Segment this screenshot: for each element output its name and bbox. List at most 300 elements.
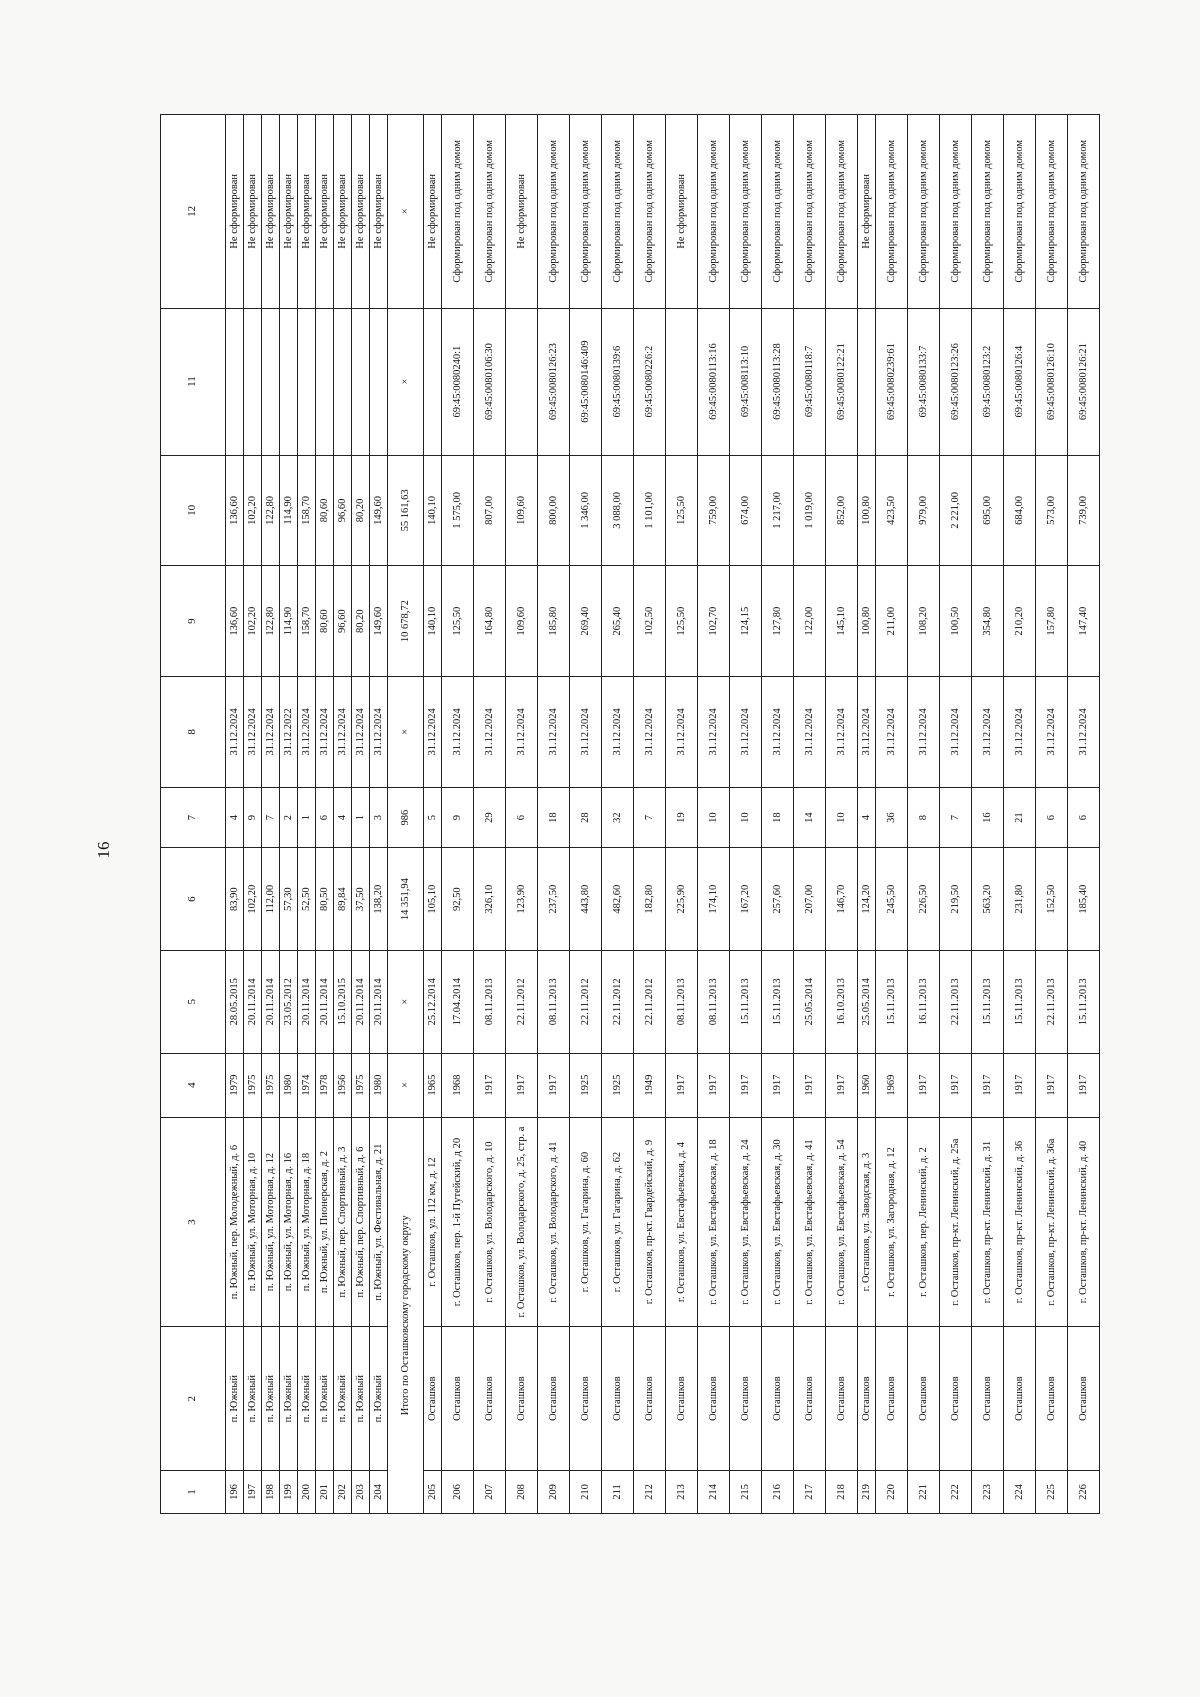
address: г. Осташков, пр-кт. Ленинский, д. 31	[972, 1117, 1004, 1327]
land-area: 114,90	[280, 455, 298, 566]
table-row	[1036, 115, 1068, 1514]
settlement: Осташков	[1036, 1327, 1068, 1470]
address: г. Осташков, ул. Володарского, д. 25, стр. а	[506, 1117, 538, 1327]
address: г. Осташков, пер. 1-й Путейский, д 20	[442, 1117, 474, 1327]
recognition-date: 22.11.2012	[634, 950, 666, 1053]
settlement: Осташков	[940, 1327, 972, 1470]
cadastral-number: 69:45:0080123:2	[972, 308, 1004, 455]
residents: 14	[794, 787, 826, 848]
address: п. Южный, пер. Спортивный, д. 6	[352, 1117, 370, 1327]
row-number: 221	[908, 1470, 940, 1513]
row-number: 200	[298, 1470, 316, 1513]
living-area: 185,80	[538, 566, 570, 677]
settlement: Осташков	[602, 1327, 634, 1470]
table-row	[506, 115, 538, 1514]
area: 231,80	[1004, 848, 1036, 951]
land-area: 3 088,00	[602, 455, 634, 566]
land-area: 100,80	[858, 455, 876, 566]
table-body	[161, 115, 1100, 1514]
land-area: 1 101,00	[634, 455, 666, 566]
recognition-date: 23.05.2012	[280, 950, 298, 1053]
build-year: 1917	[972, 1053, 1004, 1117]
plan-date: 31.12.2024	[352, 677, 370, 788]
recognition-date: 08.11.2013	[666, 950, 698, 1053]
table-row	[244, 115, 262, 1514]
address: г. Осташков, ул. 112 км, д. 12	[424, 1117, 442, 1327]
land-status: Сформирован под одним домом	[1036, 115, 1068, 309]
row-number: 226	[1068, 1470, 1100, 1513]
residents: 36	[876, 787, 908, 848]
recognition-date: 20.11.2014	[316, 950, 334, 1053]
row-number: 197	[244, 1470, 262, 1513]
build-year: 1975	[352, 1053, 370, 1117]
plan-date: 31.12.2024	[972, 677, 1004, 788]
settlement: п. Южный	[262, 1327, 280, 1470]
row-number: 196	[226, 1470, 244, 1513]
living-area: 125,50	[442, 566, 474, 677]
residents: 18	[762, 787, 794, 848]
table-row	[826, 115, 858, 1514]
living-area: 157,80	[1036, 566, 1068, 677]
area: 563,20	[972, 848, 1004, 951]
address: г. Осташков, пр-кт. Ленинский, д. 36	[1004, 1117, 1036, 1327]
living-area: 100,80	[858, 566, 876, 677]
residents: 7	[262, 787, 280, 848]
row-number: 219	[858, 1470, 876, 1513]
build-year: 1917	[1036, 1053, 1068, 1117]
settlement: Осташков	[442, 1327, 474, 1470]
land-area: 573,00	[1036, 455, 1068, 566]
build-year: 1975	[262, 1053, 280, 1117]
plan-date: 31.12.2024	[298, 677, 316, 788]
cadastral-number: 69:45:0080239:61	[876, 308, 908, 455]
land-area: 136,60	[226, 455, 244, 566]
row-number: 215	[730, 1470, 762, 1513]
living-area: 210,20	[1004, 566, 1036, 677]
land-area: 96,60	[334, 455, 352, 566]
living-area: 149,60	[370, 566, 388, 677]
land-status: Сформирован под одним домом	[730, 115, 762, 309]
living-area: 140,10	[424, 566, 442, 677]
settlement: Осташков	[1004, 1327, 1036, 1470]
cadastral-number: 69:45:0080122:21	[826, 308, 858, 455]
plan-date: 31.12.2024	[940, 677, 972, 788]
address: г. Осташков, ул. Володарского, д. 10	[474, 1117, 506, 1327]
recognition-date: 20.11.2014	[370, 950, 388, 1053]
land-area: 2 221,00	[940, 455, 972, 566]
living-area: 108,20	[908, 566, 940, 677]
table-row	[762, 115, 794, 1514]
area: 482,60	[602, 848, 634, 951]
area: 146,70	[826, 848, 858, 951]
land-area: 149,60	[370, 455, 388, 566]
row-number: 209	[538, 1470, 570, 1513]
land-status: Сформирован под одним домом	[634, 115, 666, 309]
total-plan: ×	[388, 677, 424, 788]
row-number: 213	[666, 1470, 698, 1513]
plan-date: 31.12.2024	[538, 677, 570, 788]
recognition-date: 20.11.2014	[352, 950, 370, 1053]
area: 152,50	[1036, 848, 1068, 951]
settlement: Осташков	[730, 1327, 762, 1470]
build-year: 1917	[666, 1053, 698, 1117]
plan-date: 31.12.2024	[876, 677, 908, 788]
recognition-date: 25.05.2014	[858, 950, 876, 1053]
residents: 29	[474, 787, 506, 848]
table-row	[698, 115, 730, 1514]
address: п. Южный, пер. Молодежный, д. 6	[226, 1117, 244, 1327]
living-area: 124,15	[730, 566, 762, 677]
table-row	[474, 115, 506, 1514]
settlement: Осташков	[538, 1327, 570, 1470]
land-area: 109,60	[506, 455, 538, 566]
living-area: 80,60	[316, 566, 334, 677]
living-area: 80,20	[352, 566, 370, 677]
build-year: 1917	[730, 1053, 762, 1117]
build-year: 1917	[940, 1053, 972, 1117]
table-row	[570, 115, 602, 1514]
cadastral-number	[666, 308, 698, 455]
residents: 10	[730, 787, 762, 848]
residents: 7	[634, 787, 666, 848]
table-row	[442, 115, 474, 1514]
build-year: 1917	[826, 1053, 858, 1117]
settlement: п. Южный	[370, 1327, 388, 1470]
row-number: 216	[762, 1470, 794, 1513]
residents: 10	[698, 787, 730, 848]
land-status: Сформирован под одним домом	[908, 115, 940, 309]
plan-date: 31.12.2024	[316, 677, 334, 788]
table-row	[538, 115, 570, 1514]
table-row	[298, 115, 316, 1514]
row-number: 199	[280, 1470, 298, 1513]
cadastral-number	[226, 308, 244, 455]
land-status: Сформирован под одним домом	[794, 115, 826, 309]
housing-register-table	[160, 114, 1100, 1514]
residents: 5	[424, 787, 442, 848]
total-year: ×	[388, 1053, 424, 1117]
recognition-date: 15.11.2013	[730, 950, 762, 1053]
address: г. Осташков, ул. Евстафьевская, д. 24	[730, 1117, 762, 1327]
settlement: Осташков	[698, 1327, 730, 1470]
land-status: Не сформирован	[334, 115, 352, 309]
land-area: 1 346,00	[570, 455, 602, 566]
build-year: 1925	[570, 1053, 602, 1117]
cadastral-number	[262, 308, 280, 455]
cadastral-number: 69:45:0080126:4	[1004, 308, 1036, 455]
total-a9: 10 678,72	[388, 566, 424, 677]
residents: 18	[538, 787, 570, 848]
settlement: п. Южный	[226, 1327, 244, 1470]
build-year: 1969	[876, 1053, 908, 1117]
plan-date: 31.12.2024	[570, 677, 602, 788]
build-year: 1979	[226, 1053, 244, 1117]
plan-date: 31.12.2024	[424, 677, 442, 788]
area: 167,20	[730, 848, 762, 951]
residents: 2	[280, 787, 298, 848]
residents: 7	[940, 787, 972, 848]
address: г. Осташков, пр-кт. Ленинский, д. 25а	[940, 1117, 972, 1327]
area: 219,50	[940, 848, 972, 951]
row-number: 223	[972, 1470, 1004, 1513]
table-row	[370, 115, 388, 1514]
land-status: Не сформирован	[506, 115, 538, 309]
build-year: 1917	[1068, 1053, 1100, 1117]
land-status: Не сформирован	[666, 115, 698, 309]
cadastral-number	[316, 308, 334, 455]
residents: 32	[602, 787, 634, 848]
residents: 8	[908, 787, 940, 848]
table-row	[334, 115, 352, 1514]
recognition-date: 22.11.2012	[570, 950, 602, 1053]
table-row	[1068, 115, 1100, 1514]
living-area: 96,60	[334, 566, 352, 677]
plan-date: 31.12.2024	[442, 677, 474, 788]
cadastral-number	[370, 308, 388, 455]
build-year: 1917	[538, 1053, 570, 1117]
column-number: 10	[161, 455, 226, 566]
plan-date: 31.12.2024	[794, 677, 826, 788]
living-area: 109,60	[506, 566, 538, 677]
table-row	[316, 115, 334, 1514]
settlement: п. Южный	[298, 1327, 316, 1470]
plan-date: 31.12.2024	[226, 677, 244, 788]
residents: 10	[826, 787, 858, 848]
table-row	[602, 115, 634, 1514]
land-status: Не сформирован	[280, 115, 298, 309]
land-status: Не сформирован	[244, 115, 262, 309]
area: 57,30	[280, 848, 298, 951]
land-status: Сформирован под одним домом	[762, 115, 794, 309]
settlement: Осташков	[826, 1327, 858, 1470]
area: 105,10	[424, 848, 442, 951]
land-status: Не сформирован	[298, 115, 316, 309]
living-area: 127,80	[762, 566, 794, 677]
address: г. Осташков, ул. Заводская, д. 3	[858, 1117, 876, 1327]
plan-date: 31.12.2024	[474, 677, 506, 788]
land-area: 80,20	[352, 455, 370, 566]
plan-date: 31.12.2024	[698, 677, 730, 788]
land-area: 80,60	[316, 455, 334, 566]
land-status: Сформирован под одним домом	[826, 115, 858, 309]
land-status: Сформирован под одним домом	[940, 115, 972, 309]
row-number: 212	[634, 1470, 666, 1513]
living-area: 102,20	[244, 566, 262, 677]
address: г. Осташков, пр-кт. Ленинский, д. 36а	[1036, 1117, 1068, 1327]
living-area: 158,70	[298, 566, 316, 677]
land-area: 1 217,00	[762, 455, 794, 566]
build-year: 1917	[698, 1053, 730, 1117]
recognition-date: 22.11.2012	[602, 950, 634, 1053]
cadastral-number: 69:45:0080118:7	[794, 308, 826, 455]
row-number: 202	[334, 1470, 352, 1513]
living-area: 125,50	[666, 566, 698, 677]
table-row	[424, 115, 442, 1514]
address: г. Осташков, пр-кт. Ленинский, д. 40	[1068, 1117, 1100, 1327]
land-area: 140,10	[424, 455, 442, 566]
plan-date: 31.12.2024	[1068, 677, 1100, 788]
area: 245,50	[876, 848, 908, 951]
column-number-row	[161, 115, 226, 1514]
land-area: 125,50	[666, 455, 698, 566]
column-number: 9	[161, 566, 226, 677]
address: г. Осташков, ул. Евстафьевская, д. 54	[826, 1117, 858, 1327]
residents: 19	[666, 787, 698, 848]
land-status: Не сформирован	[262, 115, 280, 309]
cadastral-number: 69:45:0080146:409	[570, 308, 602, 455]
land-status: Не сформирован	[858, 115, 876, 309]
plan-date: 31.12.2024	[334, 677, 352, 788]
table-row	[972, 115, 1004, 1514]
total-row	[388, 115, 424, 1514]
cadastral-number	[506, 308, 538, 455]
cadastral-number	[858, 308, 876, 455]
land-status: Сформирован под одним домом	[602, 115, 634, 309]
settlement: Осташков	[666, 1327, 698, 1470]
area: 226,50	[908, 848, 940, 951]
cadastral-number	[352, 308, 370, 455]
recognition-date: 15.11.2013	[1068, 950, 1100, 1053]
living-area: 164,80	[474, 566, 506, 677]
land-area: 695,00	[972, 455, 1004, 566]
recognition-date: 15.11.2013	[876, 950, 908, 1053]
land-status: Не сформирован	[316, 115, 334, 309]
address: г. Осташков, ул. Гагарина, д. 62	[602, 1117, 634, 1327]
recognition-date: 20.11.2014	[262, 950, 280, 1053]
residents: 1	[352, 787, 370, 848]
land-area: 739,00	[1068, 455, 1100, 566]
build-year: 1980	[280, 1053, 298, 1117]
address: г. Осташков, пр-кт. Гвардейский, д. 9	[634, 1117, 666, 1327]
row-number: 205	[424, 1470, 442, 1513]
build-year: 1917	[1004, 1053, 1036, 1117]
build-year: 1974	[298, 1053, 316, 1117]
address: г. Осташков, ул. Евстафьевская, д. 30	[762, 1117, 794, 1327]
row-number: 207	[474, 1470, 506, 1513]
cadastral-number: 69:45:0080240:1	[442, 308, 474, 455]
area: 80,50	[316, 848, 334, 951]
row-number: 217	[794, 1470, 826, 1513]
land-area: 979,00	[908, 455, 940, 566]
table-row	[940, 115, 972, 1514]
recognition-date: 16.10.2013	[826, 950, 858, 1053]
area: 124,20	[858, 848, 876, 951]
residents: 6	[316, 787, 334, 848]
build-year: 1917	[762, 1053, 794, 1117]
residents: 3	[370, 787, 388, 848]
area: 123,90	[506, 848, 538, 951]
table-row	[280, 115, 298, 1514]
area: 112,00	[262, 848, 280, 951]
land-status: Сформирован под одним домом	[442, 115, 474, 309]
column-number: 1	[161, 1470, 226, 1513]
land-area: 674,00	[730, 455, 762, 566]
table-row	[666, 115, 698, 1514]
recognition-date: 22.11.2012	[506, 950, 538, 1053]
living-area: 147,40	[1068, 566, 1100, 677]
area: 225,90	[666, 848, 698, 951]
land-area: 807,00	[474, 455, 506, 566]
living-area: 269,40	[570, 566, 602, 677]
residents: 6	[1068, 787, 1100, 848]
row-number: 211	[602, 1470, 634, 1513]
living-area: 136,60	[226, 566, 244, 677]
area: 443,80	[570, 848, 602, 951]
plan-date: 31.12.2024	[1036, 677, 1068, 788]
address: п. Южный, ул. Моторная, д. 18	[298, 1117, 316, 1327]
row-number: 208	[506, 1470, 538, 1513]
row-number: 201	[316, 1470, 334, 1513]
table-row	[876, 115, 908, 1514]
plan-date: 31.12.2024	[908, 677, 940, 788]
column-number: 5	[161, 950, 226, 1053]
total-cad: ×	[388, 308, 424, 455]
address: п. Южный, ул. Пионерская, д. 2	[316, 1117, 334, 1327]
settlement: Осташков	[570, 1327, 602, 1470]
living-area: 100,50	[940, 566, 972, 677]
plan-date: 31.12.2022	[280, 677, 298, 788]
table-row	[858, 115, 876, 1514]
land-status: Сформирован под одним домом	[474, 115, 506, 309]
residents: 4	[334, 787, 352, 848]
land-area: 1 019,00	[794, 455, 826, 566]
settlement: Осташков	[858, 1327, 876, 1470]
row-number: 222	[940, 1470, 972, 1513]
column-number: 4	[161, 1053, 226, 1117]
living-area: 354,80	[972, 566, 1004, 677]
recognition-date: 28.05.2015	[226, 950, 244, 1053]
settlement: Осташков	[1068, 1327, 1100, 1470]
cadastral-number	[244, 308, 262, 455]
table-row	[262, 115, 280, 1514]
settlement: Осташков	[972, 1327, 1004, 1470]
land-status: Не сформирован	[226, 115, 244, 309]
recognition-date: 08.11.2013	[698, 950, 730, 1053]
recognition-date: 17.04.2014	[442, 950, 474, 1053]
build-year: 1917	[908, 1053, 940, 1117]
residents: 21	[1004, 787, 1036, 848]
page-number: 16	[94, 841, 113, 859]
address: г. Осташков, ул. Володарского, д. 41	[538, 1117, 570, 1327]
land-area: 800,00	[538, 455, 570, 566]
area: 83,90	[226, 848, 244, 951]
settlement: Осташков	[506, 1327, 538, 1470]
area: 237,50	[538, 848, 570, 951]
row-number: 214	[698, 1470, 730, 1513]
living-area: 211,00	[876, 566, 908, 677]
land-status: Сформирован под одним домом	[538, 115, 570, 309]
row-number: 203	[352, 1470, 370, 1513]
cadastral-number: 69:45:0080126:21	[1068, 308, 1100, 455]
build-year: 1917	[506, 1053, 538, 1117]
land-status: Не сформирован	[370, 115, 388, 309]
plan-date: 31.12.2024	[666, 677, 698, 788]
living-area: 102,50	[634, 566, 666, 677]
land-status: Не сформирован	[424, 115, 442, 309]
area: 138,20	[370, 848, 388, 951]
land-area: 122,80	[262, 455, 280, 566]
total-a10: 55 161,63	[388, 455, 424, 566]
land-area: 759,00	[698, 455, 730, 566]
table-row	[730, 115, 762, 1514]
table-row	[908, 115, 940, 1514]
land-area: 1 575,00	[442, 455, 474, 566]
column-number: 11	[161, 308, 226, 455]
plan-date: 31.12.2024	[244, 677, 262, 788]
living-area: 122,80	[262, 566, 280, 677]
row-number: 206	[442, 1470, 474, 1513]
plan-date: 31.12.2024	[370, 677, 388, 788]
